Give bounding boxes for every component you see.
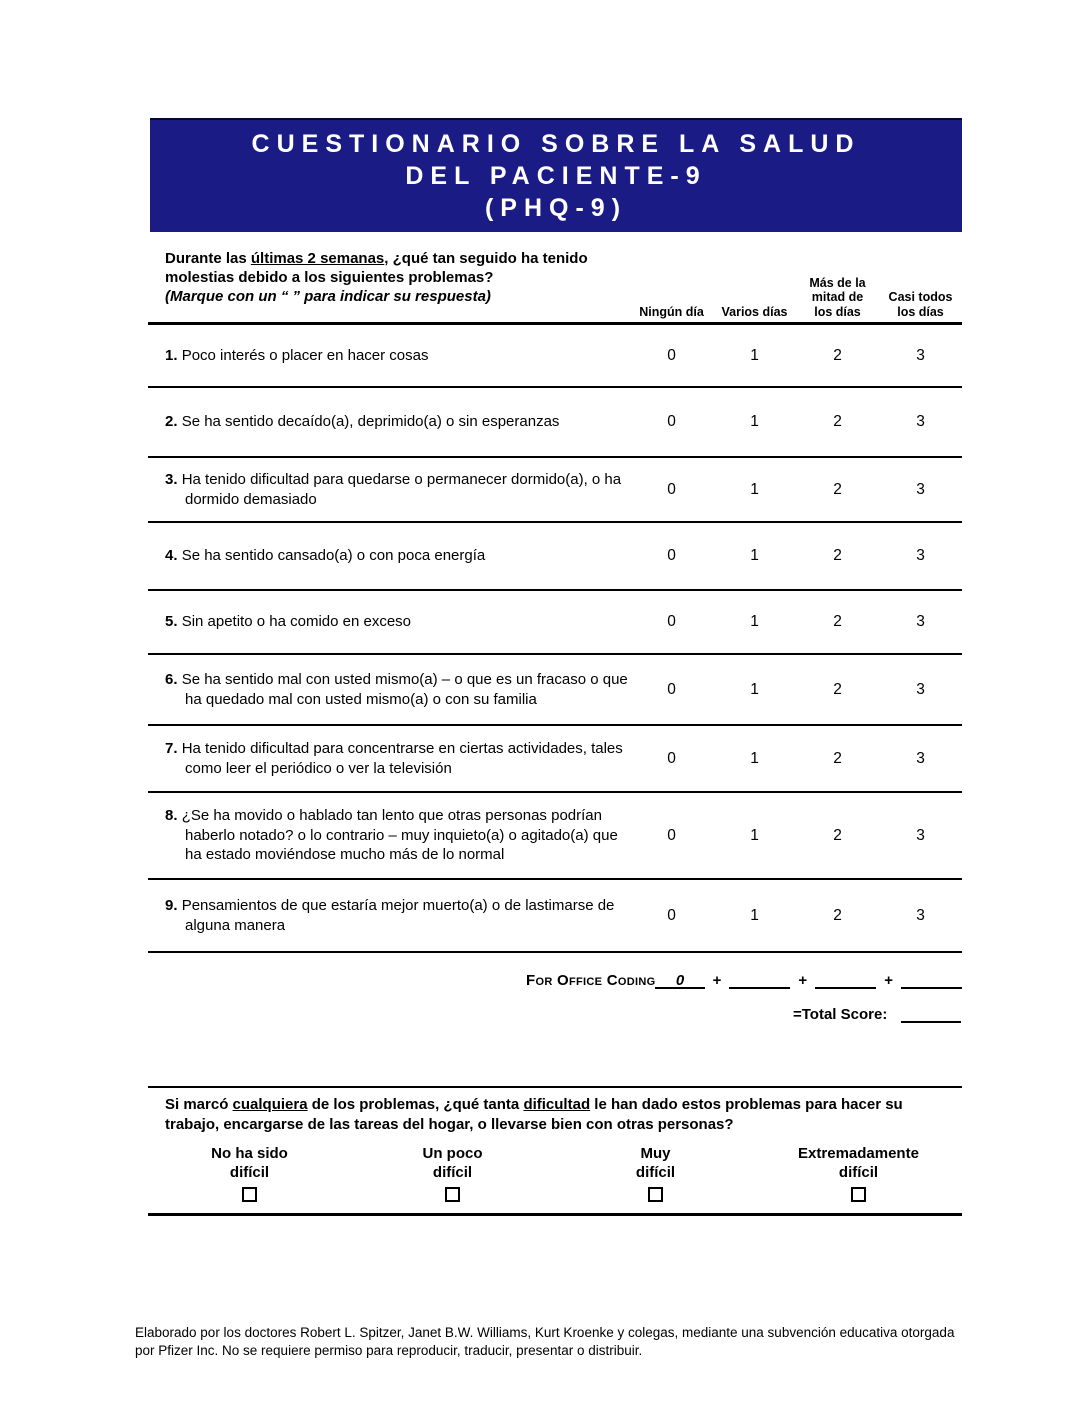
difficulty-question-part: de los problemas, ¿qué tanta <box>307 1096 524 1113</box>
question-row-8 <box>148 793 962 880</box>
office-coding-label: For Office Coding <box>526 972 656 989</box>
score-option-2[interactable]: 2 <box>833 680 842 698</box>
question-number: 1. <box>165 346 178 364</box>
intro-text <box>165 250 630 306</box>
score-option-3[interactable]: 3 <box>916 826 925 844</box>
intro-question-part: , ¿qué tan seguido ha tenido molestias debido a los siguientes problemas? <box>165 250 588 286</box>
question-label: Ha tenido dificultad para concentrarse en ciertas actividades, tales como leer el periódico o ver la televisión <box>181 739 623 777</box>
score-option-1[interactable]: 1 <box>750 680 759 698</box>
score-option-3[interactable]: 3 <box>916 547 925 564</box>
score-option-1[interactable]: 1 <box>750 906 759 924</box>
score-option-3[interactable]: 3 <box>916 613 925 630</box>
score-option-3[interactable]: 3 <box>916 346 925 364</box>
difficulty-options <box>148 1145 962 1202</box>
question-text <box>148 412 630 432</box>
question-number: 9. <box>165 896 178 914</box>
score-option-0[interactable]: 0 <box>667 826 676 844</box>
score-options <box>630 681 962 699</box>
score-option-3[interactable]: 3 <box>916 413 925 430</box>
column-header-mas-de-la-mitad: Más de la mitad de los días <box>809 275 866 319</box>
office-coding-line <box>148 972 962 989</box>
question-table <box>148 250 962 953</box>
score-option-0[interactable]: 0 <box>667 413 676 430</box>
score-option-1[interactable]: 1 <box>750 826 759 844</box>
question-number: 8. <box>165 806 178 824</box>
difficulty-option-label: Muy difícil <box>635 1145 676 1181</box>
score-option-3[interactable]: 3 <box>916 906 925 924</box>
score-option-0[interactable]: 0 <box>667 547 676 564</box>
score-option-0[interactable]: 0 <box>667 906 676 924</box>
question-label: Poco interés o placer en hacer cosas <box>181 346 429 364</box>
question-number: 4. <box>165 547 178 565</box>
score-options <box>630 750 962 768</box>
difficulty-option-no-ha-sido <box>148 1145 351 1202</box>
intro-question <box>165 250 630 288</box>
difficulty-section <box>148 1086 962 1216</box>
score-option-2[interactable]: 2 <box>833 613 842 630</box>
checkbox-un-poco-dificil[interactable] <box>445 1187 460 1202</box>
office-coding-value: 0 <box>675 972 685 989</box>
score-option-3[interactable]: 3 <box>916 749 925 767</box>
score-option-2[interactable]: 2 <box>833 413 842 430</box>
question-label: Sin apetito o ha comido en exceso <box>181 613 412 631</box>
total-score-blank[interactable] <box>901 1006 961 1023</box>
question-number: 7. <box>165 739 178 757</box>
form-title-line-3: (PHQ-9) <box>484 194 628 222</box>
form-title-line-2: DEL PACIENTE-9 <box>405 162 707 190</box>
score-option-0[interactable]: 0 <box>667 480 676 498</box>
score-options <box>630 347 962 365</box>
score-option-1[interactable]: 1 <box>750 346 759 364</box>
question-text <box>148 739 630 779</box>
score-option-3[interactable]: 3 <box>916 680 925 698</box>
question-row-2 <box>148 388 962 458</box>
score-option-1[interactable]: 1 <box>750 413 759 430</box>
difficulty-question-part: Si marcó <box>165 1096 233 1113</box>
office-coding-value-blank[interactable] <box>655 972 704 989</box>
score-option-2[interactable]: 2 <box>833 749 842 767</box>
answer-column-headers <box>630 276 962 319</box>
question-text <box>148 896 630 936</box>
intro-note: (Marque con un “ ” para indicar su respuesta) <box>165 287 491 305</box>
score-options <box>630 827 962 845</box>
score-option-3[interactable]: 3 <box>916 480 925 498</box>
score-option-0[interactable]: 0 <box>667 680 676 698</box>
difficulty-question-underlined: cualquiera <box>232 1096 308 1113</box>
checkbox-muy-dificil[interactable] <box>648 1187 663 1202</box>
question-row-5 <box>148 591 962 655</box>
score-options <box>630 413 962 431</box>
plus-sign: + <box>712 972 722 989</box>
score-option-1[interactable]: 1 <box>750 613 759 630</box>
difficulty-option-label: Extremadamente difícil <box>798 1145 919 1181</box>
difficulty-question <box>148 1088 947 1134</box>
question-text <box>148 546 630 566</box>
attribution-text: Elaborado por los doctores Robert L. Spitzer, Janet B.W. Williams, Kurt Kroenke y colegas, mediante una subvención educativa otorgada por Pfizer Inc. No se requiere permiso para reproducir, traducir, presentar o distribuir. <box>135 1325 955 1358</box>
question-text <box>148 670 630 710</box>
total-score-label: =Total Score: <box>793 1006 888 1023</box>
difficulty-option-extremadamente <box>757 1145 960 1202</box>
total-score-line <box>148 1006 962 1023</box>
column-header-varios-dias: Varios días <box>721 304 788 319</box>
question-number: 6. <box>165 670 178 688</box>
table-header-row <box>148 250 962 325</box>
question-row-7 <box>148 726 962 793</box>
question-row-4 <box>148 523 962 591</box>
intro-question-part: Durante las <box>165 250 251 267</box>
intro-question-underlined: últimas 2 semanas <box>250 250 385 267</box>
question-row-9 <box>148 880 962 953</box>
difficulty-question-part: le han dado estos problemas para hacer su trabajo, encargarse de las tareas del hogar, o llevarse bien con otras personas? <box>165 1096 903 1133</box>
score-options <box>630 481 962 499</box>
question-text <box>148 470 630 510</box>
question-text <box>148 346 630 366</box>
score-option-2[interactable]: 2 <box>833 906 842 924</box>
form-title-line-1: CUESTIONARIO SOBRE LA SALUD <box>251 130 861 158</box>
office-coding-blank-2[interactable] <box>729 972 790 989</box>
score-options <box>630 547 962 565</box>
score-option-1[interactable]: 1 <box>750 480 759 498</box>
score-option-2[interactable]: 2 <box>833 346 842 364</box>
score-option-1[interactable]: 1 <box>750 547 759 564</box>
plus-sign: + <box>798 972 808 989</box>
question-row-3 <box>148 458 962 523</box>
question-label: ¿Se ha movido o hablado tan lento que otras personas podrían haberlo notado? o lo contrario – muy inquieto(a) o agitado(a) que ha estado moviéndose mucho más de lo normal <box>181 806 618 864</box>
office-coding-blank-4[interactable] <box>901 972 962 989</box>
question-label: Ha tenido dificultad para quedarse o permanecer dormido(a), o ha dormido demasiado <box>181 470 622 508</box>
question-label: Pensamientos de que estaría mejor muerto(a) o de lastimarse de alguna manera <box>181 896 615 934</box>
plus-sign: + <box>884 972 893 989</box>
score-option-2[interactable]: 2 <box>833 480 842 498</box>
office-coding-section <box>148 972 962 1023</box>
question-text <box>148 806 630 865</box>
checkbox-extremadamente-dificil[interactable] <box>851 1187 866 1202</box>
column-header-ningun-dia: Ningún día <box>639 304 704 319</box>
score-options <box>630 613 962 631</box>
difficulty-question-underlined: dificultad <box>523 1096 591 1113</box>
difficulty-option-label: Un poco difícil <box>422 1145 483 1181</box>
score-option-1[interactable]: 1 <box>750 749 759 767</box>
question-row-6 <box>148 655 962 726</box>
question-label: Se ha sentido decaído(a), deprimido(a) o sin esperanzas <box>181 413 560 431</box>
checkbox-no-ha-sido-dificil[interactable] <box>242 1187 257 1202</box>
form-title-banner <box>150 118 962 232</box>
question-label: Se ha sentido cansado(a) o con poca energía <box>181 547 486 565</box>
question-number: 3. <box>165 470 178 488</box>
question-label: Se ha sentido mal con usted mismo(a) – o que es un fracaso o que ha quedado mal con usted mismo(a) o con su familia <box>181 670 628 708</box>
column-header-casi-todos: Casi todos los días <box>888 290 953 319</box>
difficulty-option-label: No ha sido difícil <box>211 1145 288 1181</box>
question-text <box>148 612 630 632</box>
difficulty-option-muy <box>554 1145 757 1202</box>
office-coding-blank-3[interactable] <box>815 972 876 989</box>
score-option-0[interactable]: 0 <box>667 613 676 630</box>
question-row-1 <box>148 325 962 388</box>
score-options <box>630 907 962 925</box>
question-number: 2. <box>165 413 178 431</box>
score-option-0[interactable]: 0 <box>667 346 676 364</box>
question-number: 5. <box>165 613 178 631</box>
score-option-2[interactable]: 2 <box>833 826 842 844</box>
difficulty-option-un-poco <box>351 1145 554 1202</box>
score-option-0[interactable]: 0 <box>667 749 676 767</box>
score-option-2[interactable]: 2 <box>833 547 842 564</box>
